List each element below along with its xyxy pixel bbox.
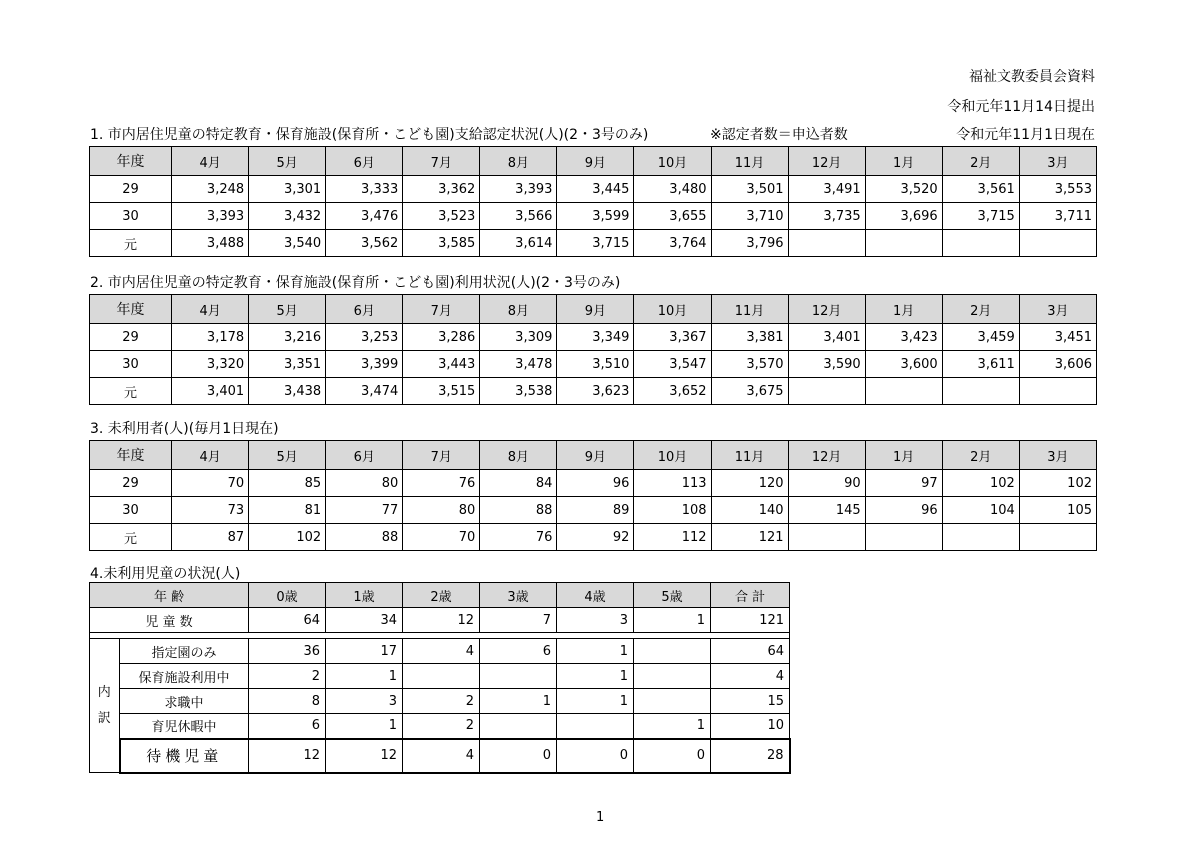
col-header-month: 7月 (403, 147, 480, 176)
value-cell: 3,443 (403, 351, 480, 378)
value-cell: 3,520 (865, 176, 942, 203)
value-cell: 2 (403, 714, 480, 739)
value-cell: 90 (788, 470, 865, 497)
breakdown-row (90, 664, 790, 689)
value-cell: 12 (403, 608, 480, 633)
value-cell: 3,333 (326, 176, 403, 203)
value-cell: 64 (249, 608, 326, 633)
year-cell: 30 (90, 497, 172, 524)
value-cell: 3,606 (1019, 351, 1096, 378)
value-cell (480, 664, 557, 689)
breakdown-row (90, 714, 790, 739)
table-row (90, 230, 1097, 257)
value-cell: 3 (326, 689, 403, 714)
value-cell: 2 (249, 664, 326, 689)
value-cell: 102 (249, 524, 326, 551)
col-header-month: 11月 (711, 441, 788, 470)
value-cell: 3,362 (403, 176, 480, 203)
header-row (90, 441, 1097, 470)
col-header-month: 3月 (1019, 441, 1096, 470)
value-cell: 87 (172, 524, 249, 551)
value-cell: 12 (326, 739, 403, 773)
col-header-age-group: 5歳 (634, 583, 711, 608)
value-cell: 3,561 (942, 176, 1019, 203)
col-header-year: 年度 (90, 441, 172, 470)
table4-age-breakdown (89, 582, 791, 774)
value-cell (865, 230, 942, 257)
year-cell: 30 (90, 351, 172, 378)
table-row (90, 378, 1097, 405)
table3-title: 3. 未利用者(人)(毎月1日現在) (90, 421, 279, 437)
value-cell: 3,488 (172, 230, 249, 257)
value-cell (634, 664, 711, 689)
col-header-month: 12月 (788, 147, 865, 176)
value-cell: 0 (557, 739, 634, 773)
value-cell (942, 524, 1019, 551)
value-cell: 3,301 (249, 176, 326, 203)
table-row (90, 524, 1097, 551)
value-cell: 8 (249, 689, 326, 714)
value-cell: 112 (634, 524, 711, 551)
value-cell: 3,286 (403, 324, 480, 351)
col-header-month: 10月 (634, 295, 711, 324)
col-header-month: 6月 (326, 295, 403, 324)
table-row (90, 203, 1097, 230)
value-cell: 102 (942, 470, 1019, 497)
row-label: 児 童 数 (90, 608, 249, 633)
col-header-month: 5月 (249, 441, 326, 470)
col-header-month: 2月 (942, 147, 1019, 176)
value-cell: 3,764 (634, 230, 711, 257)
value-cell: 102 (1019, 470, 1096, 497)
col-header-age: 年 齢 (90, 583, 249, 608)
value-cell: 1 (557, 664, 634, 689)
value-cell: 3,540 (249, 230, 326, 257)
value-cell: 3,553 (1019, 176, 1096, 203)
value-cell: 104 (942, 497, 1019, 524)
value-cell: 85 (249, 470, 326, 497)
value-cell: 88 (326, 524, 403, 551)
value-cell: 3,696 (865, 203, 942, 230)
col-header-age-group: 合 計 (711, 583, 790, 608)
table-row (90, 497, 1097, 524)
col-header-month: 4月 (172, 295, 249, 324)
value-cell (1019, 524, 1096, 551)
value-cell: 3,599 (557, 203, 634, 230)
value-cell: 105 (1019, 497, 1096, 524)
value-cell: 3,547 (634, 351, 711, 378)
value-cell: 3,515 (403, 378, 480, 405)
value-cell: 10 (711, 714, 790, 739)
col-header-month: 9月 (557, 441, 634, 470)
value-cell: 3,401 (788, 324, 865, 351)
table4-title: 4.未利用児童の状況(人) (90, 566, 241, 582)
side-label-char: 訳 (97, 710, 111, 726)
value-cell: 4 (711, 664, 790, 689)
value-cell: 3,381 (711, 324, 788, 351)
value-cell: 108 (634, 497, 711, 524)
col-header-month: 11月 (711, 295, 788, 324)
value-cell: 3,451 (1019, 324, 1096, 351)
col-header-month: 8月 (480, 441, 557, 470)
col-header-month: 2月 (942, 295, 1019, 324)
waiting-children-row (90, 739, 790, 773)
value-cell: 0 (634, 739, 711, 773)
col-header-month: 5月 (249, 295, 326, 324)
value-cell (1019, 230, 1096, 257)
value-cell: 96 (865, 497, 942, 524)
value-cell: 3,253 (326, 324, 403, 351)
value-cell: 3,675 (711, 378, 788, 405)
value-cell: 3,216 (249, 324, 326, 351)
value-cell: 3,480 (634, 176, 711, 203)
breakdown-side-label (90, 639, 120, 773)
col-header-year: 年度 (90, 147, 172, 176)
value-cell: 6 (249, 714, 326, 739)
value-cell: 1 (480, 689, 557, 714)
year-cell: 元 (90, 524, 172, 551)
value-cell: 88 (480, 497, 557, 524)
breakdown-row (90, 639, 790, 664)
col-header-month: 1月 (865, 295, 942, 324)
table1-certification (89, 146, 1097, 257)
value-cell: 120 (711, 470, 788, 497)
col-header-month: 8月 (480, 295, 557, 324)
children-count-row (90, 608, 790, 633)
year-cell: 30 (90, 203, 172, 230)
value-cell (942, 378, 1019, 405)
year-cell: 29 (90, 176, 172, 203)
value-cell: 7 (480, 608, 557, 633)
value-cell: 3,655 (634, 203, 711, 230)
value-cell (788, 230, 865, 257)
value-cell: 4 (403, 739, 480, 773)
value-cell: 80 (403, 497, 480, 524)
col-header-month: 10月 (634, 147, 711, 176)
col-header-month: 10月 (634, 441, 711, 470)
value-cell: 3,523 (403, 203, 480, 230)
year-cell: 29 (90, 324, 172, 351)
value-cell: 3,474 (326, 378, 403, 405)
value-cell: 76 (403, 470, 480, 497)
value-cell: 3,393 (480, 176, 557, 203)
table1-title: 1. 市内居住児童の特定教育・保育施設(保育所・こども園)支給認定状況(人)(2・3号のみ) (90, 127, 649, 143)
header-row (90, 295, 1097, 324)
value-cell: 113 (634, 470, 711, 497)
header-row (90, 147, 1097, 176)
row-label: 求職中 (120, 689, 249, 714)
value-cell: 3,715 (557, 230, 634, 257)
value-cell (788, 378, 865, 405)
value-cell: 36 (249, 639, 326, 664)
col-header-age-group: 2歳 (403, 583, 480, 608)
value-cell: 28 (711, 739, 790, 773)
value-cell: 3,349 (557, 324, 634, 351)
value-cell: 145 (788, 497, 865, 524)
value-cell: 3,478 (480, 351, 557, 378)
value-cell: 3,401 (172, 378, 249, 405)
breakdown-row (90, 689, 790, 714)
col-header-month: 12月 (788, 441, 865, 470)
value-cell: 3,459 (942, 324, 1019, 351)
col-header-month: 9月 (557, 147, 634, 176)
value-cell: 73 (172, 497, 249, 524)
value-cell: 3,611 (942, 351, 1019, 378)
table-row (90, 470, 1097, 497)
value-cell: 3,432 (249, 203, 326, 230)
value-cell: 1 (634, 714, 711, 739)
value-cell: 3,501 (711, 176, 788, 203)
certification-note: ※認定者数＝申込者数 (710, 127, 848, 143)
col-header-month: 11月 (711, 147, 788, 176)
side-label-char: 内 (97, 684, 111, 700)
value-cell: 0 (480, 739, 557, 773)
col-header-year: 年度 (90, 295, 172, 324)
value-cell: 70 (403, 524, 480, 551)
table3-unused (89, 440, 1097, 551)
value-cell: 3,445 (557, 176, 634, 203)
value-cell: 70 (172, 470, 249, 497)
header-row (90, 583, 790, 608)
col-header-month: 3月 (1019, 295, 1096, 324)
committee-label: 福祉文教委員会資料 (969, 69, 1095, 85)
submission-date: 令和元年11月14日提出 (947, 99, 1095, 115)
row-label: 育児休暇中 (120, 714, 249, 739)
col-header-month: 2月 (942, 441, 1019, 470)
value-cell: 1 (326, 714, 403, 739)
value-cell: 3,399 (326, 351, 403, 378)
value-cell (942, 230, 1019, 257)
value-cell: 3,491 (788, 176, 865, 203)
value-cell: 3,538 (480, 378, 557, 405)
value-cell: 3,715 (942, 203, 1019, 230)
row-label: 指定園のみ (120, 639, 249, 664)
value-cell (1019, 378, 1096, 405)
table2-usage (89, 294, 1097, 405)
value-cell: 3,178 (172, 324, 249, 351)
value-cell: 3,570 (711, 351, 788, 378)
value-cell (403, 664, 480, 689)
year-cell: 元 (90, 230, 172, 257)
value-cell: 1 (634, 608, 711, 633)
col-header-age-group: 0歳 (249, 583, 326, 608)
value-cell (634, 639, 711, 664)
col-header-month: 4月 (172, 147, 249, 176)
year-cell: 29 (90, 470, 172, 497)
col-header-age-group: 1歳 (326, 583, 403, 608)
col-header-month: 1月 (865, 441, 942, 470)
value-cell: 3,476 (326, 203, 403, 230)
value-cell: 17 (326, 639, 403, 664)
col-header-month: 3月 (1019, 147, 1096, 176)
col-header-age-group: 4歳 (557, 583, 634, 608)
value-cell: 3,248 (172, 176, 249, 203)
value-cell: 121 (711, 524, 788, 551)
value-cell: 76 (480, 524, 557, 551)
value-cell: 3,652 (634, 378, 711, 405)
value-cell: 64 (711, 639, 790, 664)
value-cell: 3,510 (557, 351, 634, 378)
value-cell: 3,423 (865, 324, 942, 351)
value-cell: 96 (557, 470, 634, 497)
col-header-month: 1月 (865, 147, 942, 176)
as-of-date: 令和元年11月1日現在 (956, 127, 1095, 143)
value-cell: 121 (711, 608, 790, 633)
table-row (90, 176, 1097, 203)
value-cell (634, 689, 711, 714)
col-header-month: 8月 (480, 147, 557, 176)
value-cell: 3,393 (172, 203, 249, 230)
value-cell (557, 714, 634, 739)
value-cell: 3 (557, 608, 634, 633)
value-cell (480, 714, 557, 739)
row-label: 待機児童 (120, 739, 249, 773)
value-cell: 80 (326, 470, 403, 497)
value-cell: 6 (480, 639, 557, 664)
year-cell: 元 (90, 378, 172, 405)
value-cell: 3,320 (172, 351, 249, 378)
value-cell: 92 (557, 524, 634, 551)
value-cell: 3,566 (480, 203, 557, 230)
value-cell: 89 (557, 497, 634, 524)
table2-title: 2. 市内居住児童の特定教育・保育施設(保育所・こども園)利用状況(人)(2・3号のみ) (90, 275, 621, 291)
value-cell: 3,710 (711, 203, 788, 230)
col-header-month: 7月 (403, 441, 480, 470)
value-cell: 12 (249, 739, 326, 773)
table-row (90, 324, 1097, 351)
value-cell: 3,562 (326, 230, 403, 257)
value-cell: 2 (403, 689, 480, 714)
value-cell: 3,367 (634, 324, 711, 351)
value-cell: 3,309 (480, 324, 557, 351)
value-cell: 3,438 (249, 378, 326, 405)
value-cell: 34 (326, 608, 403, 633)
value-cell: 3,351 (249, 351, 326, 378)
page-number: 1 (596, 810, 605, 825)
value-cell: 3,590 (788, 351, 865, 378)
value-cell: 1 (557, 639, 634, 664)
col-header-month: 4月 (172, 441, 249, 470)
value-cell: 77 (326, 497, 403, 524)
value-cell (865, 378, 942, 405)
value-cell: 84 (480, 470, 557, 497)
value-cell: 3,796 (711, 230, 788, 257)
col-header-month: 6月 (326, 147, 403, 176)
col-header-age-group: 3歳 (480, 583, 557, 608)
value-cell: 1 (557, 689, 634, 714)
value-cell: 3,585 (403, 230, 480, 257)
value-cell: 3,623 (557, 378, 634, 405)
value-cell: 3,711 (1019, 203, 1096, 230)
value-cell: 1 (326, 664, 403, 689)
row-label: 保育施設利用中 (120, 664, 249, 689)
value-cell: 81 (249, 497, 326, 524)
value-cell: 140 (711, 497, 788, 524)
col-header-month: 7月 (403, 295, 480, 324)
value-cell (788, 524, 865, 551)
value-cell: 97 (865, 470, 942, 497)
value-cell (865, 524, 942, 551)
col-header-month: 5月 (249, 147, 326, 176)
table-row (90, 351, 1097, 378)
value-cell: 3,735 (788, 203, 865, 230)
value-cell: 4 (403, 639, 480, 664)
value-cell: 15 (711, 689, 790, 714)
value-cell: 3,600 (865, 351, 942, 378)
col-header-month: 6月 (326, 441, 403, 470)
value-cell: 3,614 (480, 230, 557, 257)
col-header-month: 12月 (788, 295, 865, 324)
col-header-month: 9月 (557, 295, 634, 324)
